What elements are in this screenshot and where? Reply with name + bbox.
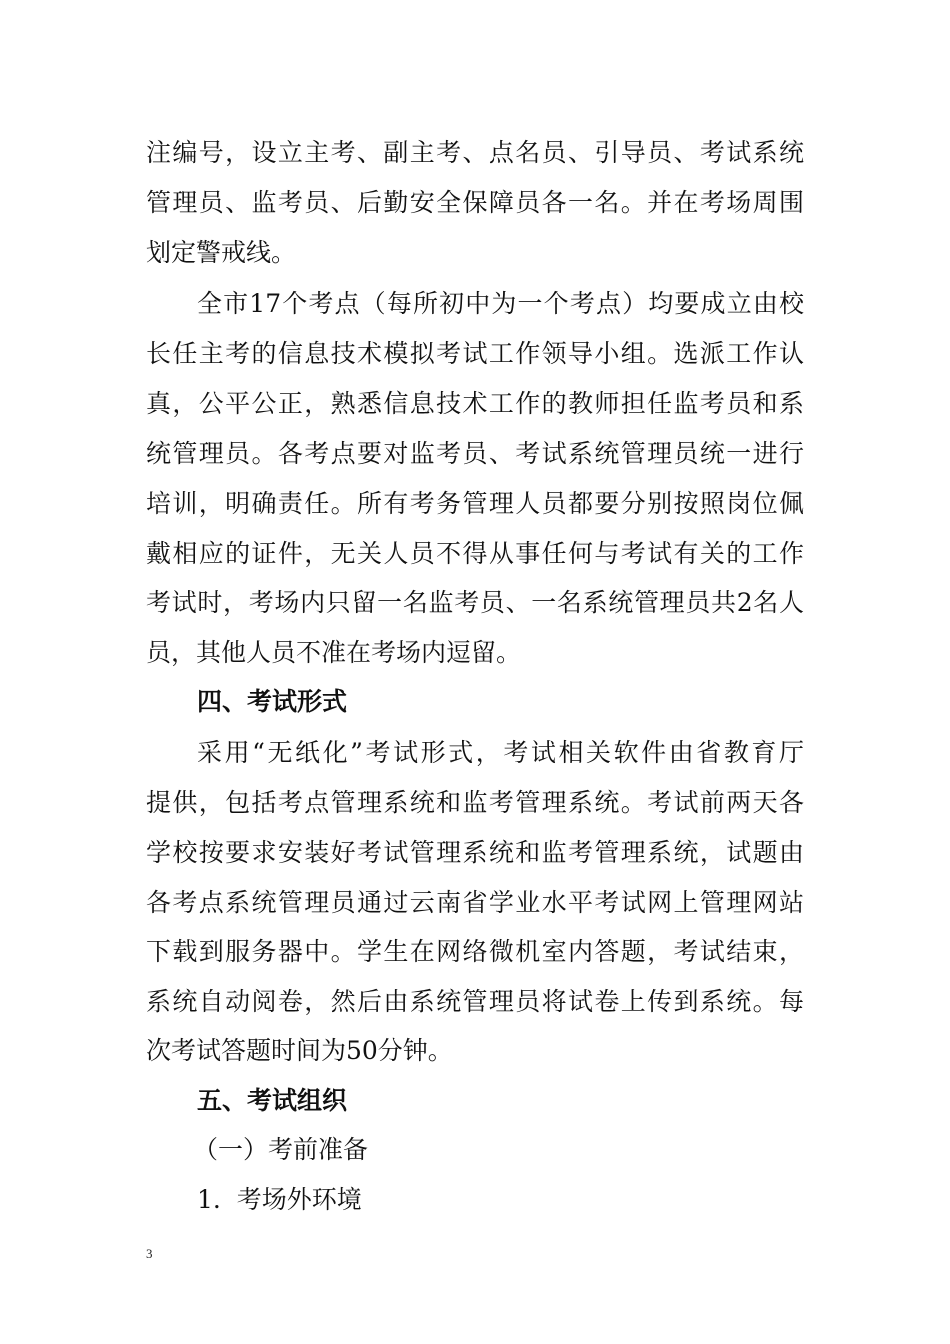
- paragraph-line: 提供，包括考点管理系统和监考管理系统。考试前两天各: [146, 788, 804, 817]
- list-item: 1. 考场外环境: [197, 1185, 362, 1214]
- section-heading: 四、考试形式: [197, 687, 348, 716]
- subsection-heading: （一）考前准备: [193, 1135, 369, 1164]
- paragraph-line: 划定警戒线。: [146, 238, 297, 267]
- paragraph-line: 次考试答题时间为50分钟。: [146, 1036, 453, 1065]
- page-number: 3: [146, 1246, 153, 1261]
- paragraph-line: 长任主考的信息技术模拟考试工作领导小组。选派工作认: [146, 339, 804, 368]
- paragraph-line: 考试时，考场内只留一名监考员、一名系统管理员共2名人: [146, 588, 804, 617]
- paragraph-line: 学校按要求安装好考试管理系统和监考管理系统，试题由: [146, 838, 804, 867]
- paragraph-line: 注编号，设立主考、副主考、点名员、引导员、考试系统: [146, 138, 804, 167]
- paragraph-line: 系统自动阅卷，然后由系统管理员将试卷上传到系统。每: [146, 987, 804, 1016]
- paragraph-line: 统管理员。各考点要对监考员、考试系统管理员统一进行: [146, 439, 804, 468]
- paragraph-line: 戴相应的证件，无关人员不得从事任何与考试有关的工作: [146, 539, 804, 568]
- paragraph-line: 各考点系统管理员通过云南省学业水平考试网上管理网站: [146, 888, 804, 917]
- paragraph-line: 管理员、监考员、后勤安全保障员各一名。并在考场周围: [146, 188, 804, 217]
- paragraph-line: 下载到服务器中。学生在网络微机室内答题，考试结束，: [146, 937, 804, 966]
- paragraph-line: 全市17个考点（每所初中为一个考点）均要成立由校: [197, 289, 804, 318]
- paragraph-line: 员，其他人员不准在考场内逗留。: [146, 638, 522, 667]
- section-heading: 五、考试组织: [197, 1086, 348, 1115]
- paragraph-line: 真，公平公正，熟悉信息技术工作的教师担任监考员和系: [146, 389, 804, 418]
- paragraph-line: 培训，明确责任。所有考务管理人员都要分别按照岗位佩: [146, 489, 804, 518]
- paragraph-line: 采用“无纸化”考试形式，考试相关软件由省教育厅: [197, 738, 804, 767]
